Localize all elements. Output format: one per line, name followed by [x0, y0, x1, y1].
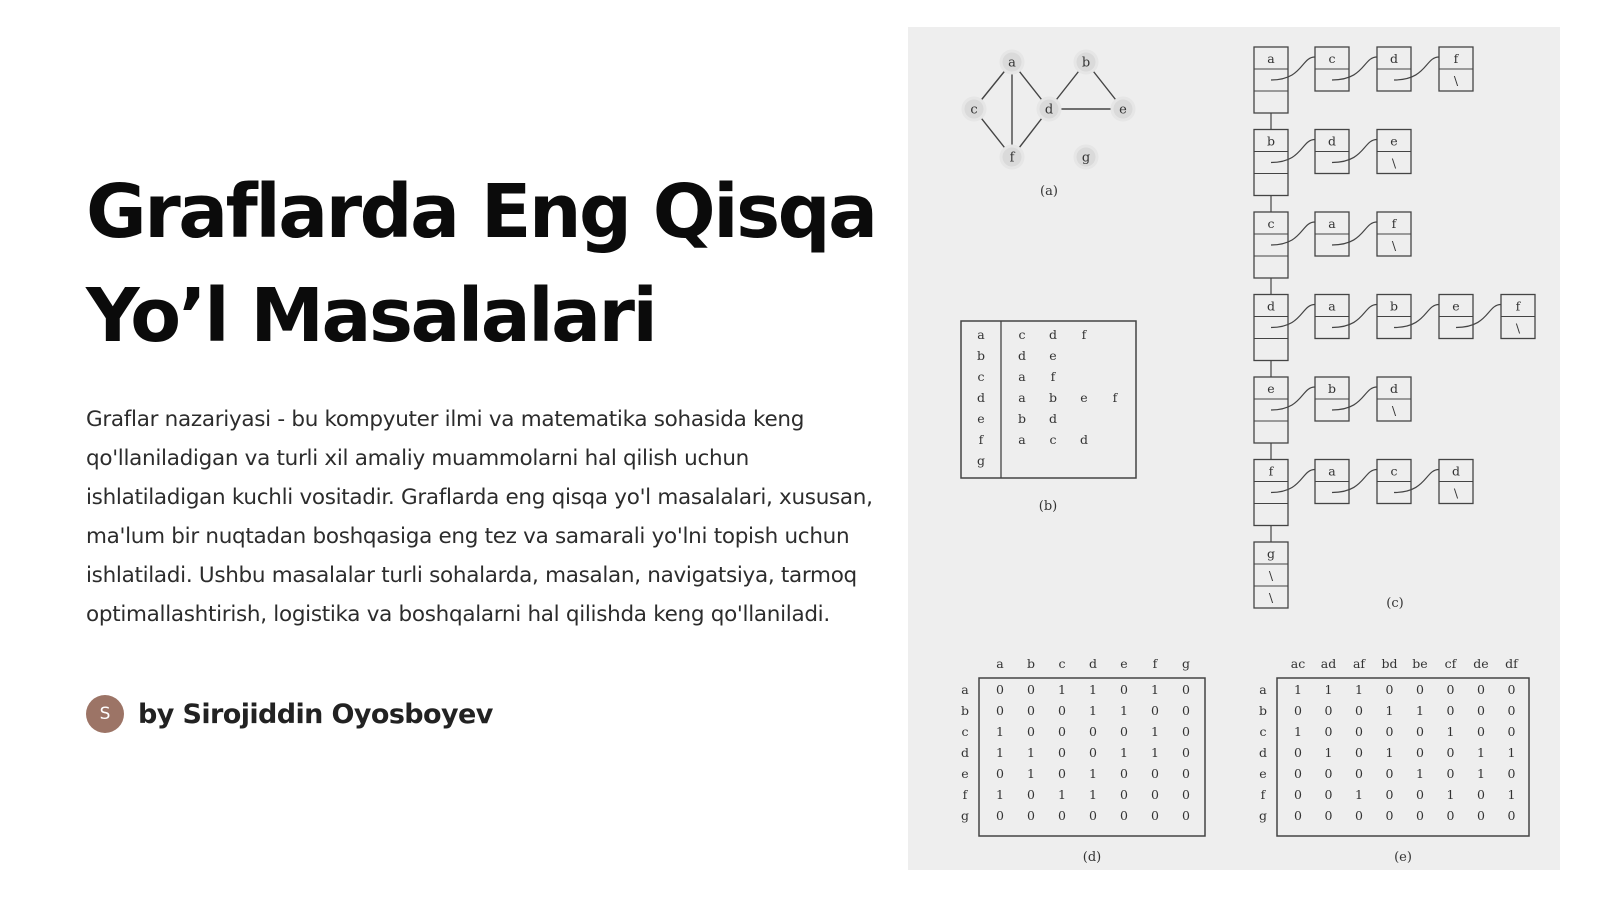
incidence-matrix-cell: 0 — [1324, 703, 1333, 718]
incidence-matrix-cell: 0 — [1324, 787, 1333, 802]
incidence-matrix-cell: 0 — [1507, 808, 1516, 823]
list-node-label: d — [1327, 133, 1337, 149]
incidence-matrix-cell: 0 — [1477, 808, 1485, 823]
adjacency-table-neighbor: e — [1049, 348, 1057, 363]
incidence-matrix-cell: 0 — [1355, 724, 1363, 739]
incidence-matrix-cell: 1 — [1477, 745, 1485, 760]
incidence-matrix-cell: 0 — [1477, 703, 1485, 718]
graph-node-label: d — [1044, 102, 1054, 118]
adjacency-matrix-cell: 0 — [1182, 745, 1190, 760]
adjacency-matrix-cell: 0 — [996, 703, 1004, 718]
adjacency-matrix-cell: 0 — [996, 766, 1004, 781]
list-node-label: a — [1328, 298, 1336, 314]
incidence-matrix-cell: 0 — [1507, 724, 1516, 739]
incidence-matrix-cell: 1 — [1446, 724, 1455, 739]
adjacency-matrix-cell: 0 — [1182, 787, 1190, 802]
adjacency-matrix-cell: 0 — [1027, 724, 1035, 739]
adjacency-matrix-cell: 0 — [1182, 724, 1190, 739]
incidence-matrix-cell: 0 — [1416, 724, 1424, 739]
incidence-matrix-cell: 1 — [1507, 745, 1516, 760]
incidence-matrix-cell: 0 — [1446, 703, 1455, 718]
adjacency-table-neighbor: d — [1048, 327, 1058, 342]
adjacency-matrix-cell: 0 — [1058, 724, 1066, 739]
incidence-matrix-cell: 0 — [1477, 787, 1485, 802]
incidence-matrix-cell: 1 — [1355, 787, 1363, 802]
adjacency-matrix-cell: 1 — [1089, 682, 1097, 697]
incidence-matrix-cell: 1 — [1324, 745, 1333, 760]
adjacency-matrix-cell: 0 — [1058, 766, 1066, 781]
adjacency-matrix-cell: 0 — [996, 808, 1004, 823]
incidence-matrix-col-label: be — [1412, 656, 1428, 671]
incidence-matrix-cell: 0 — [1416, 682, 1424, 697]
list-null-marker: \ — [1453, 73, 1459, 88]
incidence-matrix-row-label: b — [1258, 703, 1268, 718]
incidence-matrix-cell: 0 — [1446, 682, 1455, 697]
incidence-matrix-cell: 1 — [1446, 787, 1455, 802]
adjacency-matrix-cell: 1 — [1027, 766, 1035, 781]
incidence-matrix-cell: 1 — [1416, 766, 1424, 781]
list-node-label: f — [1391, 216, 1397, 231]
adjacency-matrix-row-label: b — [960, 703, 970, 718]
list-null-marker: \ — [1268, 590, 1274, 605]
incidence-matrix-cell: 0 — [1416, 787, 1424, 802]
author-name: by Sirojiddin Oyosboyev — [138, 698, 493, 730]
adjacency-matrix-cell: 1 — [1027, 745, 1035, 760]
adjacency-matrix-cell: 0 — [1151, 766, 1159, 781]
adjacency-table-neighbor: f — [1081, 327, 1087, 342]
caption-c: (c) — [1386, 596, 1404, 611]
incidence-matrix-cell: 0 — [1507, 703, 1516, 718]
adjacency-table-vertex: c — [977, 369, 985, 384]
adjacency-matrix-col-label: a — [996, 656, 1004, 671]
incidence-matrix-col-label: de — [1473, 656, 1489, 671]
adjacency-matrix-cell: 0 — [1027, 682, 1035, 697]
incidence-matrix-cell: 0 — [1355, 766, 1363, 781]
incidence-matrix-cell: 1 — [1385, 745, 1394, 760]
incidence-matrix-cell: 1 — [1294, 724, 1302, 739]
slide-title: Graflarda Eng Qisqa Yo’l Masalalari — [86, 169, 876, 359]
adjacency-table-neighbor: f — [1050, 369, 1056, 384]
incidence-matrix-cell: 0 — [1294, 808, 1302, 823]
incidence-matrix-cell: 0 — [1294, 703, 1302, 718]
list-null-marker: \ — [1391, 403, 1397, 418]
adjacency-table-vertex: d — [976, 390, 986, 405]
incidence-matrix-cell: 0 — [1385, 787, 1394, 802]
graph-representations-figure — [908, 27, 1560, 870]
adjacency-matrix-cell: 1 — [996, 745, 1004, 760]
list-head-label: a — [1267, 51, 1275, 66]
adjacency-table-vertex: f — [978, 432, 984, 447]
adjacency-matrix-col-label: e — [1120, 656, 1128, 671]
incidence-matrix-cell: 1 — [1507, 787, 1516, 802]
list-node-label: f — [1515, 298, 1521, 314]
incidence-matrix-cell: 1 — [1324, 682, 1333, 697]
incidence-matrix-cell: 0 — [1385, 766, 1394, 781]
list-null-marker: \ — [1515, 320, 1521, 336]
list-node-label: d — [1389, 51, 1399, 66]
incidence-matrix-cell: 0 — [1446, 808, 1455, 823]
incidence-matrix-cell: 0 — [1324, 808, 1333, 823]
incidence-matrix-cell: 0 — [1385, 808, 1394, 823]
adjacency-matrix-col-label: c — [1058, 656, 1066, 671]
incidence-matrix-cell: 0 — [1294, 745, 1302, 760]
incidence-matrix-row-label: c — [1259, 724, 1267, 739]
adjacency-matrix-cell: 0 — [1058, 703, 1066, 718]
list-null-marker: \ — [1391, 155, 1397, 171]
list-node-label: e — [1390, 133, 1398, 149]
adjacency-matrix-caption: (d) — [1082, 850, 1102, 865]
list-null-marker: \ — [1453, 485, 1459, 501]
incidence-matrix-cell: 1 — [1416, 703, 1424, 718]
incidence-matrix-row-label: g — [1258, 808, 1268, 823]
adjacency-matrix-cell: 1 — [1151, 745, 1159, 760]
incidence-matrix-cell: 0 — [1355, 703, 1363, 718]
incidence-matrix-cell: 0 — [1355, 808, 1363, 823]
incidence-matrix-cell: 0 — [1294, 766, 1302, 781]
adjacency-matrix-cell: 0 — [1120, 682, 1128, 697]
adjacency-matrix-col-label: d — [1088, 656, 1098, 671]
incidence-matrix-frame — [1277, 678, 1529, 836]
adjacency-matrix-col-label: g — [1181, 656, 1191, 671]
adjacency-matrix-cell: 0 — [1027, 787, 1035, 802]
adjacency-matrix-cell: 0 — [1058, 745, 1066, 760]
list-node-label: b — [1327, 381, 1337, 396]
adjacency-matrix-cell: 0 — [1027, 703, 1035, 718]
incidence-matrix-cell: 0 — [1477, 724, 1485, 739]
author-block — [86, 695, 493, 733]
adjacency-table-neighbor: b — [1048, 390, 1058, 405]
incidence-matrix-cell: 0 — [1416, 808, 1424, 823]
graph-node-label: f — [1009, 150, 1015, 166]
adjacency-matrix-cell: 0 — [1120, 724, 1128, 739]
adjacency-matrix-cell: 0 — [1058, 808, 1066, 823]
list-head-label: e — [1267, 381, 1275, 396]
list-node-label: e — [1452, 298, 1460, 314]
incidence-matrix-cell: 0 — [1385, 724, 1394, 739]
adjacency-matrix-cell: 0 — [1151, 787, 1159, 802]
incidence-matrix-cell: 0 — [1355, 745, 1363, 760]
incidence-matrix-cell: 0 — [1507, 766, 1516, 781]
adjacency-matrix-cell: 0 — [1182, 808, 1190, 823]
incidence-matrix-cell: 0 — [1446, 766, 1455, 781]
slide-description: Graflar nazariyasi - bu kompyuter ilmi va matematika sohasida keng qo'llaniladigan va turli xil amaliy muammolarni hal qilish uchun ishlatiladigan kuchli vositadir. Graflarda eng qisqa yo'l masalalari, xususan, ma'lum bir nuqtadan boshqasiga eng tez va samarali yo'lni topish uchun ishlatiladi. Ushbu masalalar turli sohalarda, masalan, navigatsiya, tarmoq optimallashtirish, logistika va boshqalarni hal qilishda keng qo'llaniladi. — [86, 407, 873, 627]
incidence-matrix-caption: (e) — [1394, 850, 1412, 865]
list-node-label: b — [1389, 298, 1399, 314]
adjacency-matrix-row-label: f — [962, 787, 968, 802]
incidence-matrix-cell: 0 — [1324, 766, 1333, 781]
graph-node-label: a — [1008, 55, 1016, 71]
incidence-matrix-col-label: df — [1505, 656, 1518, 671]
incidence-matrix-cell: 0 — [1324, 724, 1333, 739]
adjacency-matrix-cell: 0 — [1151, 703, 1159, 718]
adjacency-matrix-cell: 1 — [996, 787, 1004, 802]
adjacency-table-neighbor: d — [1048, 411, 1058, 426]
incidence-matrix-cell: 0 — [1385, 682, 1394, 697]
adjacency-matrix-cell: 1 — [1058, 787, 1066, 802]
incidence-matrix-col-label: ad — [1320, 656, 1337, 671]
adjacency-table-vertex: g — [976, 453, 986, 468]
adjacency-matrix-cell: 1 — [1151, 724, 1159, 739]
adjacency-matrix-row-label: d — [960, 745, 970, 760]
adjacency-matrix-cell: 1 — [996, 724, 1004, 739]
list-node-label: d — [1451, 463, 1461, 479]
adjacency-matrix-cell: 1 — [1058, 682, 1066, 697]
adjacency-table-vertex: b — [976, 348, 986, 363]
graph-node-label: b — [1081, 55, 1091, 71]
adjacency-matrix-cell: 0 — [1120, 766, 1128, 781]
adjacency-matrix-col-label: b — [1026, 656, 1036, 671]
incidence-matrix-cell: 1 — [1355, 682, 1363, 697]
adjacency-matrix-row-label: a — [961, 682, 969, 697]
list-head-label: c — [1267, 216, 1275, 231]
adjacency-matrix-cell: 1 — [1120, 703, 1128, 718]
adjacency-matrix-cell: 1 — [1089, 703, 1097, 718]
adjacency-table-vertex: e — [977, 411, 985, 426]
adjacency-table-neighbor: a — [1018, 432, 1026, 447]
figure-canvas — [908, 27, 1560, 870]
incidence-matrix-row-label: a — [1259, 682, 1267, 697]
adjacency-matrix-cell: 0 — [1120, 787, 1128, 802]
adjacency-table-neighbor: e — [1080, 390, 1088, 405]
adjacency-matrix-cell: 0 — [1027, 808, 1035, 823]
list-node-label: d — [1389, 381, 1399, 396]
list-node-label: a — [1328, 216, 1336, 231]
adjacency-table-neighbor: a — [1018, 369, 1026, 384]
adjacency-table-neighbor: d — [1079, 432, 1089, 447]
adjacency-matrix-row-label: c — [961, 724, 969, 739]
incidence-matrix-cell: 1 — [1477, 766, 1485, 781]
adjacency-table-neighbor: d — [1017, 348, 1027, 363]
list-null-marker: \ — [1268, 568, 1274, 583]
incidence-matrix-row-label: d — [1258, 745, 1268, 760]
adjacency-matrix-row-label: g — [960, 808, 970, 823]
incidence-matrix-cell: 0 — [1416, 745, 1424, 760]
incidence-matrix-col-label: af — [1352, 656, 1366, 671]
adjacency-matrix-cell: 1 — [1089, 787, 1097, 802]
caption-b: (b) — [1038, 499, 1058, 514]
adjacency-matrix-cell: 0 — [1120, 808, 1128, 823]
adjacency-table-neighbor: a — [1018, 390, 1026, 405]
list-head-label: d — [1266, 298, 1276, 314]
adjacency-matrix-cell: 1 — [1151, 682, 1159, 697]
adjacency-matrix-cell: 0 — [1182, 682, 1190, 697]
list-null-marker: \ — [1391, 238, 1397, 253]
adjacency-matrix-cell: 0 — [1151, 808, 1159, 823]
adjacency-table-neighbor: c — [1049, 432, 1057, 447]
incidence-matrix-cell: 0 — [1507, 682, 1516, 697]
incidence-matrix-cell: 0 — [1477, 682, 1485, 697]
incidence-matrix-cell: 0 — [1294, 787, 1302, 802]
list-head-label: f — [1268, 463, 1274, 479]
list-node-label: c — [1390, 463, 1398, 479]
graph-node-label: g — [1081, 150, 1091, 166]
caption-a: (a) — [1040, 184, 1058, 199]
incidence-matrix-row-label: e — [1259, 766, 1267, 781]
graph-node-label: e — [1119, 102, 1127, 118]
incidence-matrix-cell: 1 — [1294, 682, 1302, 697]
incidence-matrix-cell: 0 — [1446, 745, 1455, 760]
adjacency-matrix-cell: 0 — [1182, 703, 1190, 718]
list-node-label: c — [1328, 51, 1336, 66]
list-head-label: g — [1266, 546, 1276, 561]
incidence-matrix-col-label: bd — [1381, 656, 1398, 671]
incidence-matrix-col-label: cf — [1444, 656, 1457, 671]
adjacency-table-vertex: a — [977, 327, 985, 342]
adjacency-matrix-row-label: e — [961, 766, 969, 781]
avatar: S — [86, 695, 124, 733]
incidence-matrix-row-label: f — [1260, 787, 1266, 802]
adjacency-matrix-cell: 0 — [1182, 766, 1190, 781]
adjacency-matrix-cell: 0 — [1089, 745, 1097, 760]
adjacency-matrix-cell: 0 — [996, 682, 1004, 697]
adjacency-matrix-col-label: f — [1152, 656, 1158, 671]
incidence-matrix-col-label: ac — [1290, 656, 1306, 671]
adjacency-table-neighbor: c — [1018, 327, 1026, 342]
list-node-label: f — [1453, 51, 1459, 66]
adjacency-table-neighbor: b — [1017, 411, 1027, 426]
adjacency-matrix-cell: 1 — [1120, 745, 1128, 760]
list-node-label: a — [1328, 463, 1336, 479]
graph-node-label: c — [970, 102, 978, 118]
incidence-matrix-cell: 1 — [1385, 703, 1394, 718]
adjacency-matrix-cell: 0 — [1089, 724, 1097, 739]
adjacency-table-neighbor: f — [1112, 390, 1118, 405]
list-head-label: b — [1266, 133, 1276, 149]
adjacency-matrix-cell: 0 — [1089, 808, 1097, 823]
adjacency-matrix-cell: 1 — [1089, 766, 1097, 781]
